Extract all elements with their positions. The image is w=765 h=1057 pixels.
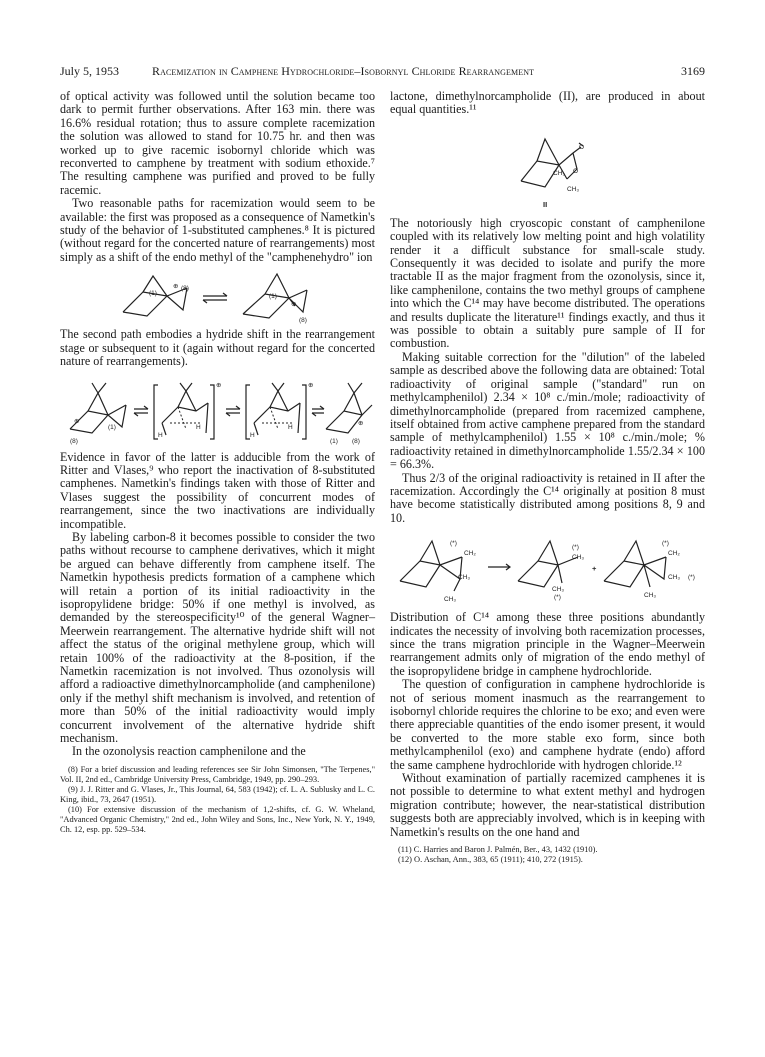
label-c1: (1): [268, 293, 277, 301]
compound-label: II: [542, 199, 547, 209]
paragraph: of optical activity was followed until the solution became too dark to permit further observations. After 163 min. there was 16.6% residual rotation; thus to assure complete racemization the solution was allowed to stand for 10.75 hr. and then was worked up to give racemic isobornyl chloride which was reconverted to camphene by treatment with sodium ethoxide.⁷ The resulting camphene was purified and proved to be fully racemic.: [60, 89, 375, 197]
paragraph: Distribution of C¹⁴ among these three positions abundantly indicates the necessity of involving both racemization processes, since the trans migration principle in the Wagner–Meerwein rearrangement admits only of migration of the endo methyl of the isopropylidene bridge in camphene hydrochloride.: [390, 610, 705, 678]
bracket-structure-c: [246, 382, 313, 439]
hydride-shift-structures: [62, 373, 374, 447]
label-ch3: CH₃: [566, 185, 579, 193]
label-star: (*): [571, 544, 579, 552]
footnote: (11) C. Harries and Baron J. Palmén, Ber., 43, 1432 (1910).: [398, 845, 598, 855]
charge-plus: ⊕: [73, 417, 79, 425]
charge-plus: ⊕: [215, 381, 221, 389]
figure-hydride-shift: [60, 373, 375, 447]
label-ch3: CH₃: [552, 169, 565, 177]
label-ch3: CH₃: [571, 554, 584, 562]
camphenehydro-ion-structure: [123, 276, 189, 316]
reaction-arrow: [488, 564, 510, 570]
label-star: (*): [687, 574, 695, 582]
paragraph: The notoriously high cryoscopic constant of camphenilone coupled with its relatively low melting point and high volatility render it a difficult substance for small-scale study. Consequently it was decided to isolate and purify the more tractable II as the major fragment from the ozonolysis, since it, like camphenilone, contains the two methyl groups of camphene into which the C¹⁴ may have become distributed. The operations and results duplicate the literature¹¹ findings exactly, and thus it was possible to obtain a suitably pure sample of II for combustion.: [390, 215, 705, 351]
equilibrium-arrows: [203, 293, 227, 303]
label-ch3: CH₃: [443, 596, 456, 604]
label-ch2: CH₂: [667, 550, 680, 558]
charge-plus: ⊕: [357, 419, 363, 427]
label-ch3: CH₃: [667, 574, 680, 582]
label-oxygen: O: [572, 167, 578, 175]
charge-plus: ⊕: [307, 381, 313, 389]
ion-structure-a: [70, 383, 126, 445]
plus-sign: +: [591, 564, 596, 574]
methyl-shift-structures: [103, 268, 333, 324]
paragraph: Evidence in favor of the latter is adducible from the work of Ritter and Vlases,⁹ who report the inactivation of 8-substituted camphenes. Nametkin's findings taken with those of Ritter and Vlases suggest the possibility of concurrent modes of rearrangement, since the two inactivations are individually incompatible.: [60, 449, 375, 531]
paragraph: The question of configuration in camphene hydrochloride is not of serious moment inasmuch as the rearrangement to isobornyl chloride requires the chlorine to be exo; and even were there appreciable quantities of the endo isomer present, it would be converted to the more stable exo form, since both methylcamphenilol (exo) and camphene hydrate (endo) afford the same camphene hydrochloride with hydrogen chloride.¹²: [390, 677, 705, 772]
label-c8: (8): [298, 317, 307, 325]
footnotes-right: [390, 845, 705, 865]
label-h: H: [195, 423, 201, 431]
footnote: (10) For extensive discussion of the mechanism of 1,2-shifts, cf. G. W. Wheland, "Advanced Organic Chemistry," 2nd ed., John Wiley and Sons, Inc., New York, N. Y., 1949, Ch. 12, esp. pp. 529–534.: [60, 804, 375, 834]
label-c1: (1): [107, 423, 116, 431]
c14-distribution-structures: [392, 529, 704, 607]
equilibrium-arrows: [134, 406, 148, 416]
figure-distribution: [390, 529, 705, 607]
product-camphene-a: [518, 541, 584, 601]
labeled-camphene-structure: [400, 540, 476, 603]
label-star: (*): [449, 540, 457, 548]
footnote: (12) O. Aschan, Ann., 383, 65 (1911); 410, 272 (1915).: [398, 855, 583, 865]
label-oxygen: O: [578, 143, 584, 151]
ion-structure-d: [326, 383, 372, 445]
label-h: H: [249, 431, 255, 439]
label-c8: (8): [69, 437, 78, 445]
charge-plus: ⊕: [172, 283, 178, 291]
page-number: 3169: [681, 64, 705, 78]
paragraph: The second path embodies a hydride shift in the rearrangement stage or subsequent to it (again without regard for the concerted nature of rearrangements).: [60, 327, 375, 369]
label-c1: (1): [329, 437, 338, 445]
header-date: July 5, 1953: [60, 64, 120, 78]
equilibrium-arrows: [312, 406, 324, 416]
equilibrium-arrows: [226, 406, 240, 416]
paragraph: Thus 2/3 of the original radioactivity is retained in II after the racemization. Accordingly the C¹⁴ originally at position 8 must have become statistically distributed among positions 8, 9 and 10.: [390, 470, 705, 525]
charge-plus: ⊕: [290, 301, 296, 309]
paragraph: Making suitable correction for the "dilution" of the labeled sample as described above the following data are obtained: Total radioactivity of original sample ("standard" run on methylcamphenilol) 2.34 × 10⁸ c./min./mole; radioactivity of dimethylnorcampholide (prepared from racemized camphene, itself obtained from active camphene prepared from the standard sample of methylcamphenilol) 1.55 × 10⁸ c./min./mole; % radioactivity retained in dimethylnorcampholide 1.55/2.34 × 100 = 66.3%.: [390, 349, 705, 472]
header-title: Racemization in Camphene Hydrochloride–Isobornyl Chloride Rearrangement: [152, 64, 535, 78]
footnote: (8) For a brief discussion and leading references see Sir John Simonsen, "The Terpenes," Vol. II, 2nd ed., Cambridge University Press, Cambridge, 1949, pp. 290–293.: [60, 764, 375, 784]
label-ch3: CH₃: [643, 592, 656, 600]
running-header: [60, 64, 705, 82]
label-ch3: CH₃: [457, 574, 470, 582]
paragraph: Two reasonable paths for racemization would seem to be available: the first was proposed as a consequence of Nametkin's study of the behavior of 1-substituted camphenes.⁸ It is pictured (without regard for the concerted nature of rearrangements) most simply as a shift of the endo methyl of the "camphenehydro" ion: [60, 196, 375, 264]
dimethylnorcampholide-structure: [493, 121, 603, 213]
label-h: H: [287, 423, 293, 431]
footnotes-left: [60, 765, 375, 835]
rearranged-ion-structure: [243, 274, 307, 324]
paragraph: By labeling carbon-8 it becomes possible to consider the two paths without recourse to camphene derivatives, which it might be argued can behave differently from camphene itself. The Nametkin hypothesis predicts formation of a camphene which will retain a portion of its initial radioactivity in the isopropylidene bridge: 50% if one methyl is involved, as demanded by the stereospecificity¹⁰ of the general Wagner–Meerwein rearrangement. The alternative hydride shift will not affect the status of the original methylene group, which will retain 100% of the radioactivity at the 8-position, if the Nametkin racemization is not involved. Thus ozonolysis will afford a radioactive dimethylnorcampholide (and camphenilone) only if the methyl shift mechanism is involved, and retention of more than 50% of the initial radioactivity would imply concurrent involvement of the alternative hydride shift mechanism.: [60, 529, 375, 746]
label-star: (*): [661, 540, 669, 548]
bracket-structure-b: [154, 382, 221, 439]
figure-lactone: [390, 121, 705, 213]
label-ch3: CH₃: [551, 586, 564, 594]
paragraph: lactone, dimethylnorcampholide (II), are produced in about equal quantities.¹¹: [390, 89, 705, 117]
label-h: H: [157, 431, 163, 439]
product-camphene-b: [604, 540, 695, 599]
label-c8: (8): [351, 437, 360, 445]
label-c1: (1): [148, 290, 157, 298]
label-c8: (8): [180, 285, 189, 293]
left-column: [60, 90, 375, 835]
paragraph: In the ozonolysis reaction camphenilone and the: [72, 744, 306, 759]
right-column: [390, 90, 705, 865]
paragraph: Without examination of partially racemized camphenes it is not possible to determine to what extent methyl and hydrogen migration contribute; however, the near-statistical distribution suggests both are appreciably involved, which is in keeping with Nametkin's results on the one hand and: [390, 771, 705, 839]
figure-methyl-shift: [60, 268, 375, 324]
label-ch2: CH₂: [463, 550, 476, 558]
footnote: (9) J. J. Ritter and G. Vlases, Jr., This Journal, 64, 583 (1942); cf. L. A. Sublusky and L. C. King, ibid., 73, 2647 (1951).: [60, 784, 375, 804]
label-star: (*): [553, 594, 561, 602]
